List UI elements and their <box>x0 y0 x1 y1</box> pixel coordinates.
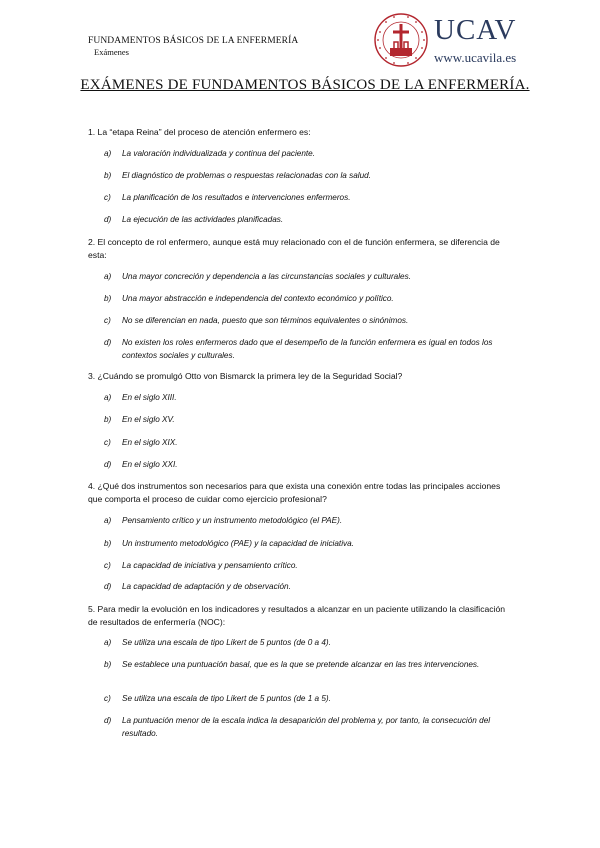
option-4b <box>104 537 514 550</box>
header-subtitle: Exámenes <box>94 47 129 57</box>
option-4a <box>104 514 514 527</box>
question-1: 1. La “etapa Reina” del proceso de atención enfermero es: <box>88 127 311 137</box>
option-letter: b) <box>104 171 112 180</box>
option-4c <box>104 559 514 572</box>
option-2d <box>104 336 514 362</box>
option-text: Se utiliza una escala de tipo Likert de 5 puntos (de 1 a 5). <box>122 694 331 703</box>
option-1b <box>104 169 514 182</box>
option-text: La ejecución de las actividades planificadas. <box>122 215 284 224</box>
option-4d <box>104 580 514 593</box>
option-5d <box>104 714 514 740</box>
option-3a <box>104 391 514 404</box>
option-letter: a) <box>104 638 112 647</box>
course-title: FUNDAMENTOS BÁSICOS DE LA ENFERMERÍA <box>88 36 299 46</box>
option-letter: d) <box>104 338 112 347</box>
option-3d <box>104 458 514 471</box>
option-letter: d) <box>104 215 112 224</box>
option-text: Una mayor concreción y dependencia a las circunstancias sociales y culturales. <box>122 272 411 281</box>
option-text: La capacidad de iniciativa y pensamiento crítico. <box>122 561 298 570</box>
option-letter: d) <box>104 716 112 725</box>
option-text: Se establece una puntuación basal, que es la que se pretende alcanzar en las tres intervenciones. <box>122 660 480 669</box>
option-letter: a) <box>104 516 112 525</box>
option-text: La puntuación menor de la escala indica la desaparición del problema y, por tanto, la consecución del resultado. <box>122 716 491 738</box>
option-text: No se diferencian en nada, puesto que son términos equivalentes o sinónimos. <box>122 316 409 325</box>
option-text: La capacidad de adaptación y de observación. <box>122 582 291 591</box>
option-text: En el siglo XXI. <box>122 460 178 469</box>
option-1a <box>104 147 514 160</box>
option-text: El diagnóstico de problemas o respuestas relacionadas con la salud. <box>122 171 371 180</box>
option-text: Pensamiento crítico y un instrumento metodológico (el PAE). <box>122 516 343 525</box>
option-text: En el siglo XV. <box>122 415 175 424</box>
brand-name: UCAV <box>434 14 517 46</box>
option-5a <box>104 636 514 649</box>
option-3c <box>104 436 514 449</box>
option-letter: b) <box>104 415 112 424</box>
option-text: No existen los roles enfermeros dado que el desempeño de la función enfermera es igual en todos los contextos sociales y culturales. <box>122 338 493 360</box>
option-text: En el siglo XIX. <box>122 438 178 447</box>
option-5c <box>104 692 514 705</box>
option-5b <box>104 658 514 671</box>
option-text: Un instrumento metodológico (PAE) y la capacidad de iniciativa. <box>122 539 354 548</box>
question-3: 3. ¿Cuándo se promulgó Otto von Bismarck la primera ley de la Seguridad Social? <box>88 371 403 381</box>
running-header <box>88 36 298 57</box>
option-text: La planificación de los resultados e intervenciones enfermeros. <box>122 193 351 202</box>
option-letter: b) <box>104 539 112 548</box>
option-text: Una mayor abstracción e independencia del contexto económico y político. <box>122 294 394 303</box>
question-4: 4. ¿Qué dos instrumentos son necesarios para que exista una conexión entre todas las principales acciones que comporta el proceso de cuidar como ejercicio profesional? <box>88 481 501 504</box>
option-letter: a) <box>104 272 112 281</box>
option-2c <box>104 314 514 327</box>
option-letter: d) <box>104 582 112 591</box>
option-3b <box>104 413 514 426</box>
brand-url: www.ucavila.es <box>434 50 517 65</box>
option-letter: c) <box>104 193 111 202</box>
ucav-logo <box>372 10 522 68</box>
option-2b <box>104 292 514 305</box>
question-5: 5. Para medir la evolución en los indicadores y resultados a alcanzar en un paciente utilizando la clasificación de resultados de enfermería (NOC): <box>88 604 506 627</box>
option-1d <box>104 213 514 226</box>
page-title: EXÁMENES DE FUNDAMENTOS BÁSICOS DE LA ENFERMERÍA. <box>80 77 530 93</box>
option-letter: a) <box>104 393 112 402</box>
option-text: Se utiliza una escala de tipo Likert de 5 puntos (de 0 a 4). <box>122 638 331 647</box>
option-letter: d) <box>104 460 112 469</box>
option-letter: b) <box>104 660 112 669</box>
option-letter: c) <box>104 561 111 570</box>
option-text: En el siglo XIII. <box>122 393 177 402</box>
option-letter: c) <box>104 316 111 325</box>
question-2: 2. El concepto de rol enfermero, aunque está muy relacionado con el de función enfermera, se diferencia de esta: <box>88 237 500 260</box>
option-letter: b) <box>104 294 112 303</box>
option-text: La valoración individualizada y continua del paciente. <box>122 149 315 158</box>
university-seal-icon <box>372 12 430 68</box>
option-2a <box>104 270 514 283</box>
option-1c <box>104 191 514 204</box>
option-letter: c) <box>104 438 111 447</box>
option-letter: c) <box>104 694 111 703</box>
option-letter: a) <box>104 149 112 158</box>
